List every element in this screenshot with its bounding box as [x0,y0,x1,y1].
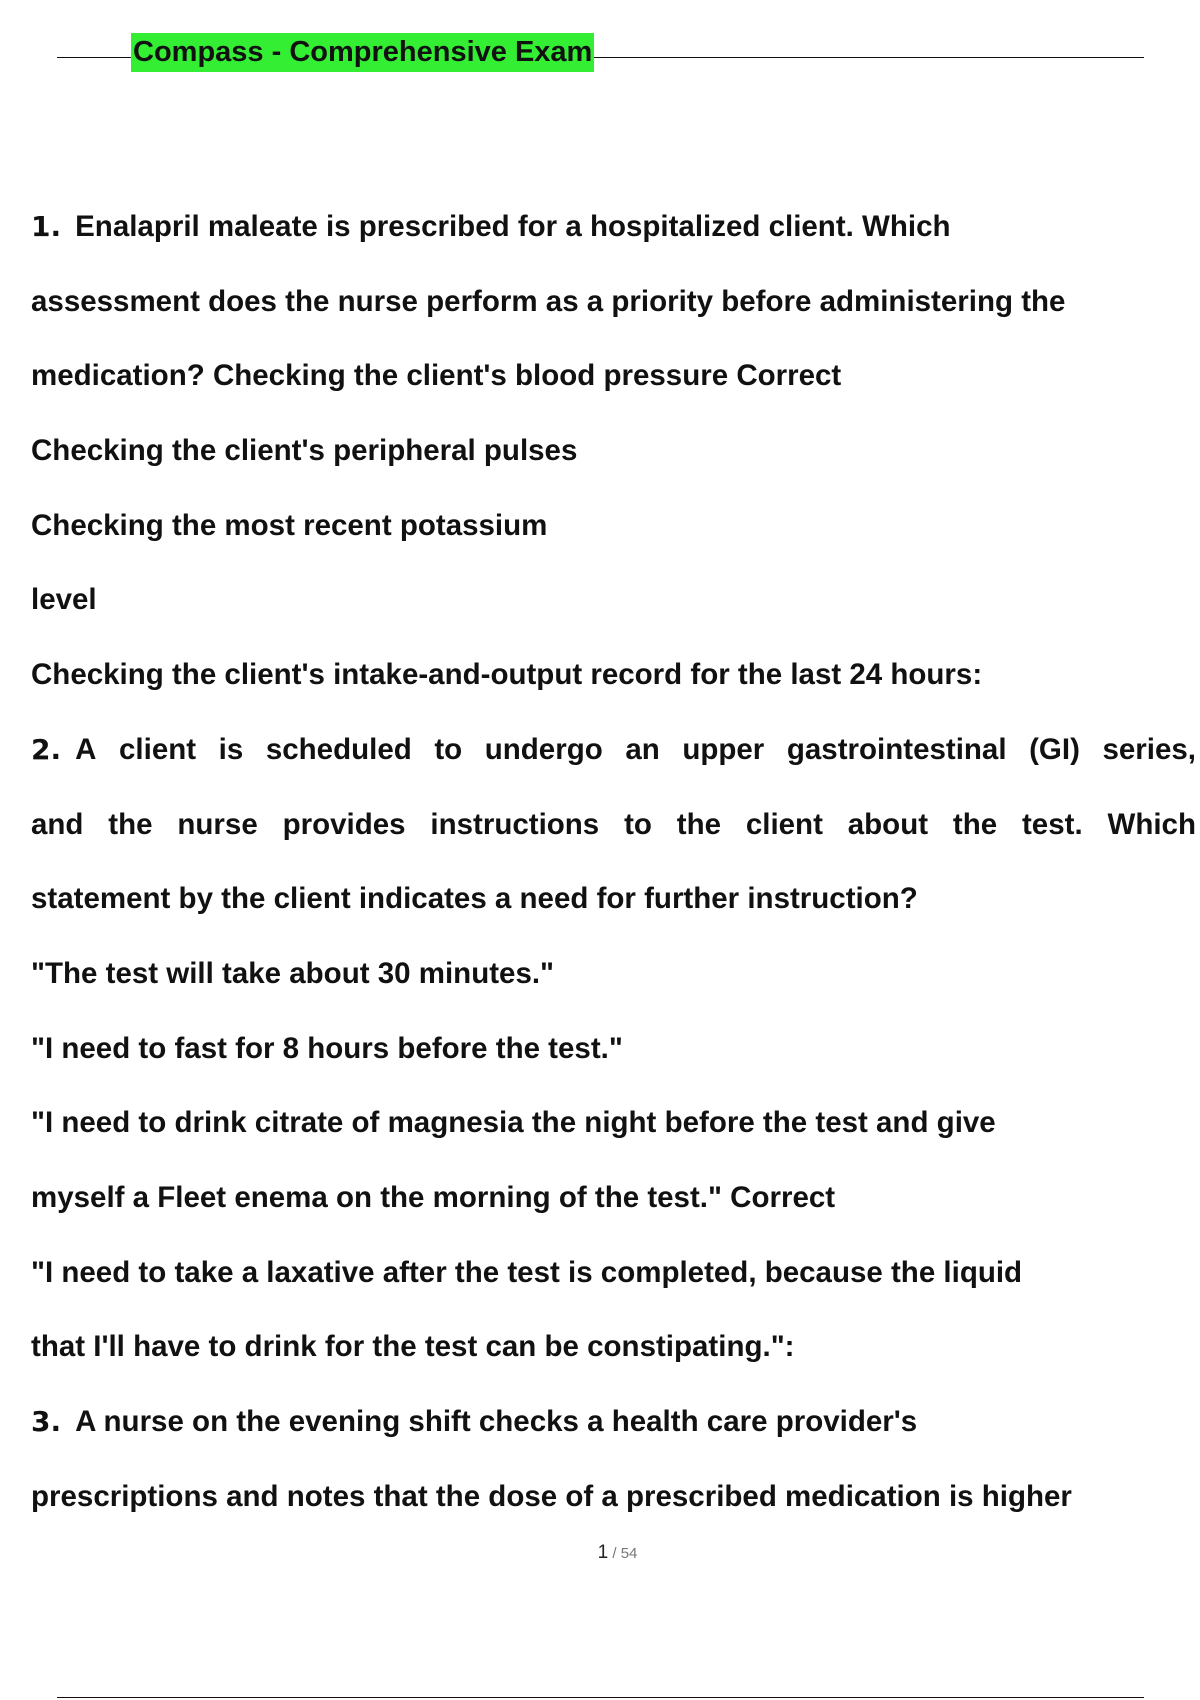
question-word: an [625,732,660,766]
page-separator: / [608,1545,621,1562]
question-number: 3. [31,1405,62,1438]
question-number: 2. [31,732,62,766]
document-title: Compass - Comprehensive Exam [131,33,594,72]
question-word: to [624,807,652,841]
answer-option: Checking the client's intake-and-output record for the last 24 hours: [31,658,983,692]
answer-option: Checking the client's peripheral pulses [31,434,578,468]
question-1-line: assessment does the nurse perform as a priority before administering the [31,284,1066,318]
question-1-line [31,190,1196,265]
answer-option: "I need to drink citrate of magnesia the night before the test and give [31,1106,996,1140]
question-word: upper [682,732,765,766]
question-word: the [676,807,721,841]
question-word: client [745,807,823,841]
question-text: Enalapril maleate is prescribed for a hospitalized client. Which [75,210,951,243]
question-3-line [31,1385,1196,1460]
answer-option: myself a Fleet enema on the morning of the test." Correct [31,1180,836,1214]
answer-option: "I need to take a laxative after the test is completed, because the liquid [31,1255,1023,1289]
question-2-line [31,713,1196,788]
question-word: undergo [484,732,603,766]
question-word: Which [1107,807,1196,841]
document-body [31,190,1196,1534]
question-word: provides [282,807,406,841]
footer-rule [57,1697,1144,1698]
page-total: 54 [620,1545,638,1562]
question-word: the [952,807,998,841]
question-word: nurse [177,807,258,841]
question-word: test. [1021,807,1083,841]
question-word: and [31,807,84,841]
page-number [0,1542,1200,1564]
question-word: instructions [430,807,600,841]
answer-option: "The test will take about 30 minutes." [31,956,555,990]
question-word: scheduled [265,732,412,766]
question-word: client [119,732,197,766]
question-word: series, [1102,732,1196,766]
page-current: 1 [597,1542,609,1563]
answer-option: level [31,583,97,617]
question-2-line: statement by the client indicates a need for further instruction? [31,882,918,916]
question-word: 2. A [31,732,97,766]
question-text: A nurse on the evening shift checks a health care provider's [75,1405,918,1438]
question-word: to [434,732,463,766]
answer-option: "I need to fast for 8 hours before the test." [31,1031,623,1065]
question-number: 1. [31,210,62,243]
question-word: is [218,732,244,766]
question-2-line [31,788,1196,863]
question-word: the [108,807,153,841]
question-3-line: prescriptions and notes that the dose of a prescribed medication is higher [31,1479,1072,1513]
answer-option: Checking the most recent potassium [31,508,548,542]
question-word: (GI) [1029,732,1080,766]
question-1-line: medication? Checking the client's blood pressure Correct [31,359,842,393]
question-word: about [847,807,929,841]
answer-option: that I'll have to drink for the test can be constipating.": [31,1330,795,1364]
question-word: gastrointestinal [786,732,1007,766]
